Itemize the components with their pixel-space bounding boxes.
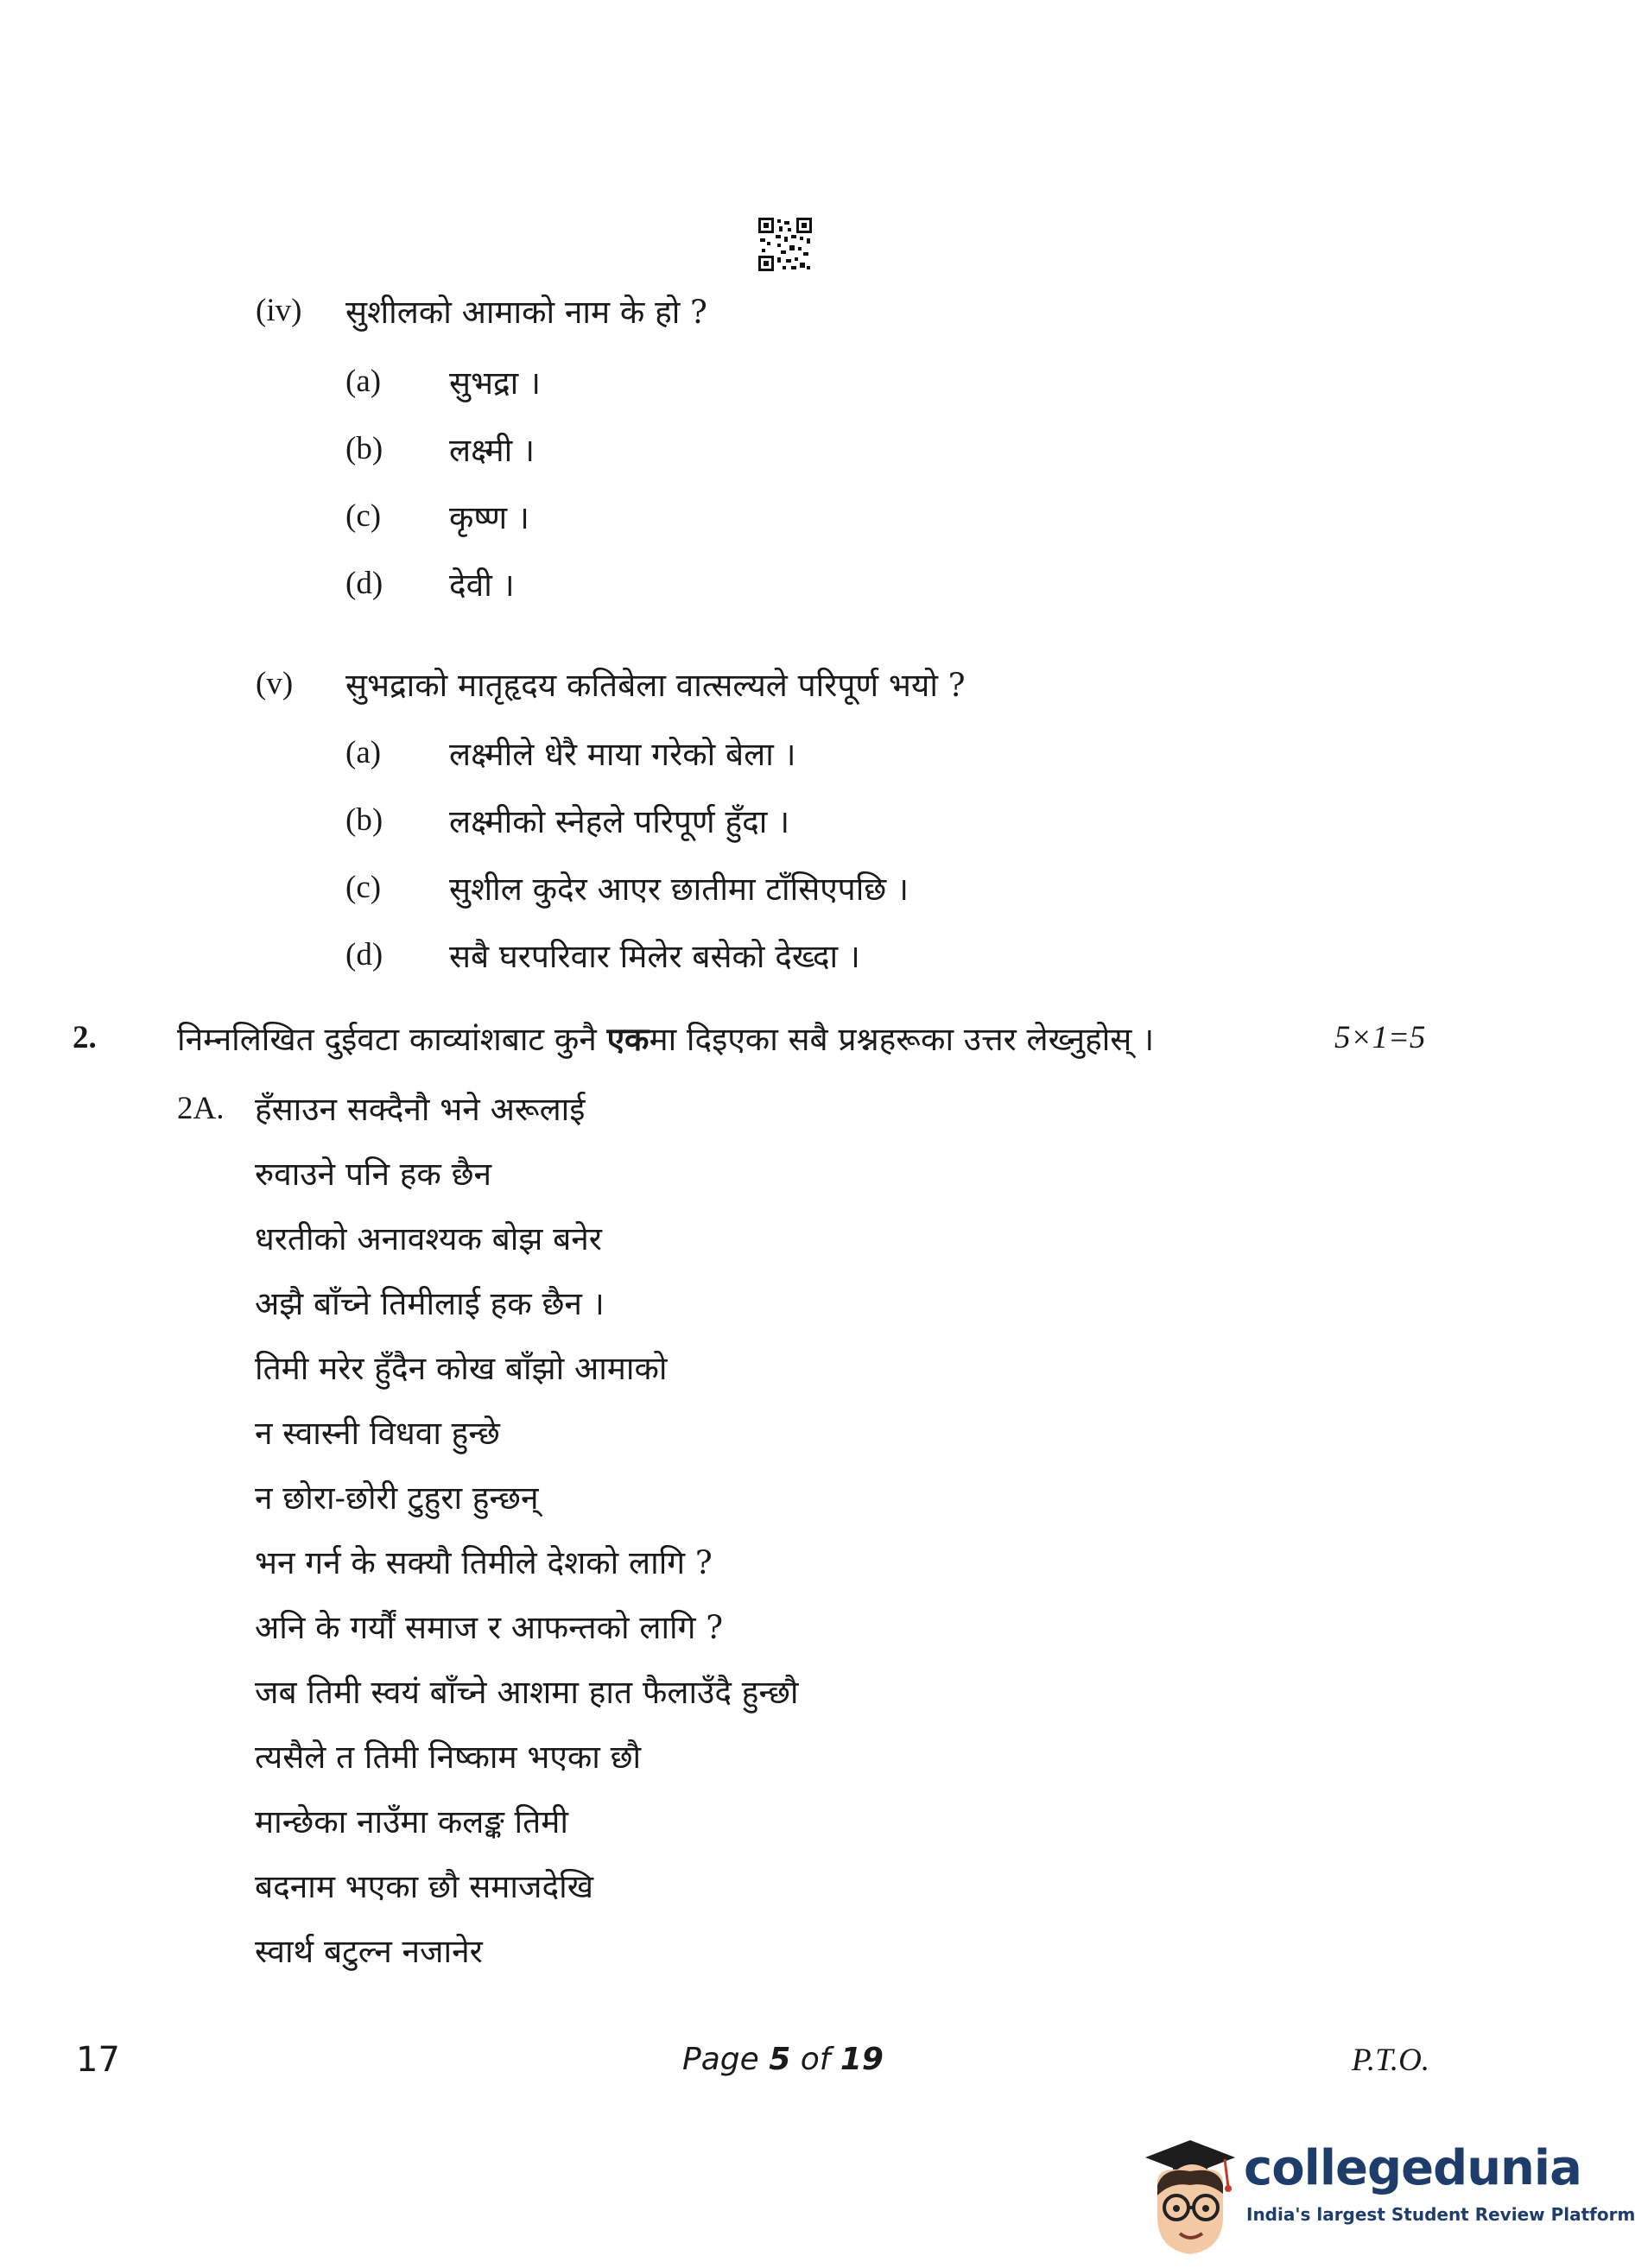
poem-line: बदनाम भएका छौ समाजदेखि: [255, 1868, 593, 1905]
question-v-label: (v): [256, 666, 294, 701]
page-prefix: Page: [682, 2042, 770, 2077]
question-iv-label: (iv): [256, 293, 302, 328]
option-label: (a): [345, 364, 382, 399]
poem-line: न स्वास्नी विधवा हुन्छे: [255, 1415, 500, 1452]
poem-line: जब तिमी स्वयं बाँच्ने आशमा हात फैलाउँदै हुन्छौ: [255, 1674, 799, 1711]
instruction-emphasis: एक: [606, 1020, 650, 1058]
option-text: कृष्ण ।: [449, 499, 529, 536]
page-number: [682, 2042, 884, 2077]
brand-tagline: India's largest Student Review Platform: [1246, 2204, 1635, 2225]
question-v-text: सुभद्राको मातृहृदय कतिबेला वात्सल्यले परिपूर्ण भयो ?: [345, 667, 966, 704]
option-label: (d): [345, 566, 383, 601]
page-total: 19: [840, 2042, 884, 2077]
poem-line: त्यसैले त तिमी निष्काम भएका छौ: [255, 1739, 642, 1776]
poem-line: अझै बाँच्ने तिमीलाई हक छैन ।: [255, 1285, 605, 1322]
instruction-part: निम्नलिखित दुईवटा काव्यांशबाट कुनै: [177, 1021, 607, 1058]
option-label: (b): [345, 802, 383, 838]
page-of: of: [790, 2042, 840, 2077]
option-label: (c): [345, 498, 382, 534]
poem-line: हँसाउन सक्दैनौ भने अरूलाई: [255, 1091, 586, 1128]
option-label: (d): [345, 937, 383, 972]
qr-code-icon: [758, 218, 812, 271]
section-label: 2A.: [177, 1091, 225, 1126]
poem-line: मान्छेका नाउँमा कलङ्क तिमी: [255, 1803, 568, 1840]
option-label: (c): [345, 870, 382, 905]
pto-marker: P.T.O.: [1352, 2043, 1430, 2078]
option-text: देवी ।: [449, 567, 515, 604]
poem-line: भन गर्न के सक्यौ तिमीले देशको लागि ?: [255, 1544, 713, 1581]
option-text: लक्ष्मीले धेरै माया गरेको बेला ।: [449, 736, 796, 773]
paper-code: 17: [76, 2040, 120, 2080]
option-label: (a): [345, 735, 382, 770]
instruction-part: मा दिइएका सबै प्रश्नहरूका उत्तर लेख्नुहोस् ।: [649, 1021, 1155, 1058]
option-text: सबै घरपरिवार मिलेर बसेको देख्दा ।: [449, 938, 860, 975]
poem-line: न छोरा-छोरी टुहुरा हुन्छन्: [255, 1479, 539, 1517]
option-label: (b): [345, 431, 383, 466]
marks-allocation: 5×1=5: [1334, 1020, 1426, 1055]
page-current: 5: [769, 2042, 791, 2077]
option-text: लक्ष्मी ।: [449, 432, 535, 469]
option-text: लक्ष्मीको स्नेहले परिपूर्ण हुँदा ।: [449, 803, 790, 840]
question-iv-text: सुशीलको आमाको नाम के हो ?: [345, 294, 707, 331]
brand-name: collegedunia: [1244, 2140, 1581, 2196]
question-2-instruction: [177, 1016, 1154, 1060]
poem-line: अनि के गर्यौं समाज र आफन्तको लागि ?: [255, 1609, 724, 1646]
option-text: सुशील कुदेर आएर छातीमा टाँसिएपछि ।: [449, 871, 909, 908]
poem-line: रुवाउने पनि हक छैन: [255, 1156, 492, 1193]
poem-line: स्वार्थ बटुल्न नजानेर: [255, 1933, 483, 1970]
question-number: 2.: [73, 1020, 97, 1055]
option-text: सुभद्रा ।: [449, 364, 542, 402]
poem-line: तिमी मरेर हुँदैन कोख बाँझो आमाको: [255, 1350, 668, 1387]
poem-line: धरतीको अनावश्यक बोझ बनेर: [255, 1220, 602, 1258]
mascot-icon: [1138, 2133, 1242, 2263]
